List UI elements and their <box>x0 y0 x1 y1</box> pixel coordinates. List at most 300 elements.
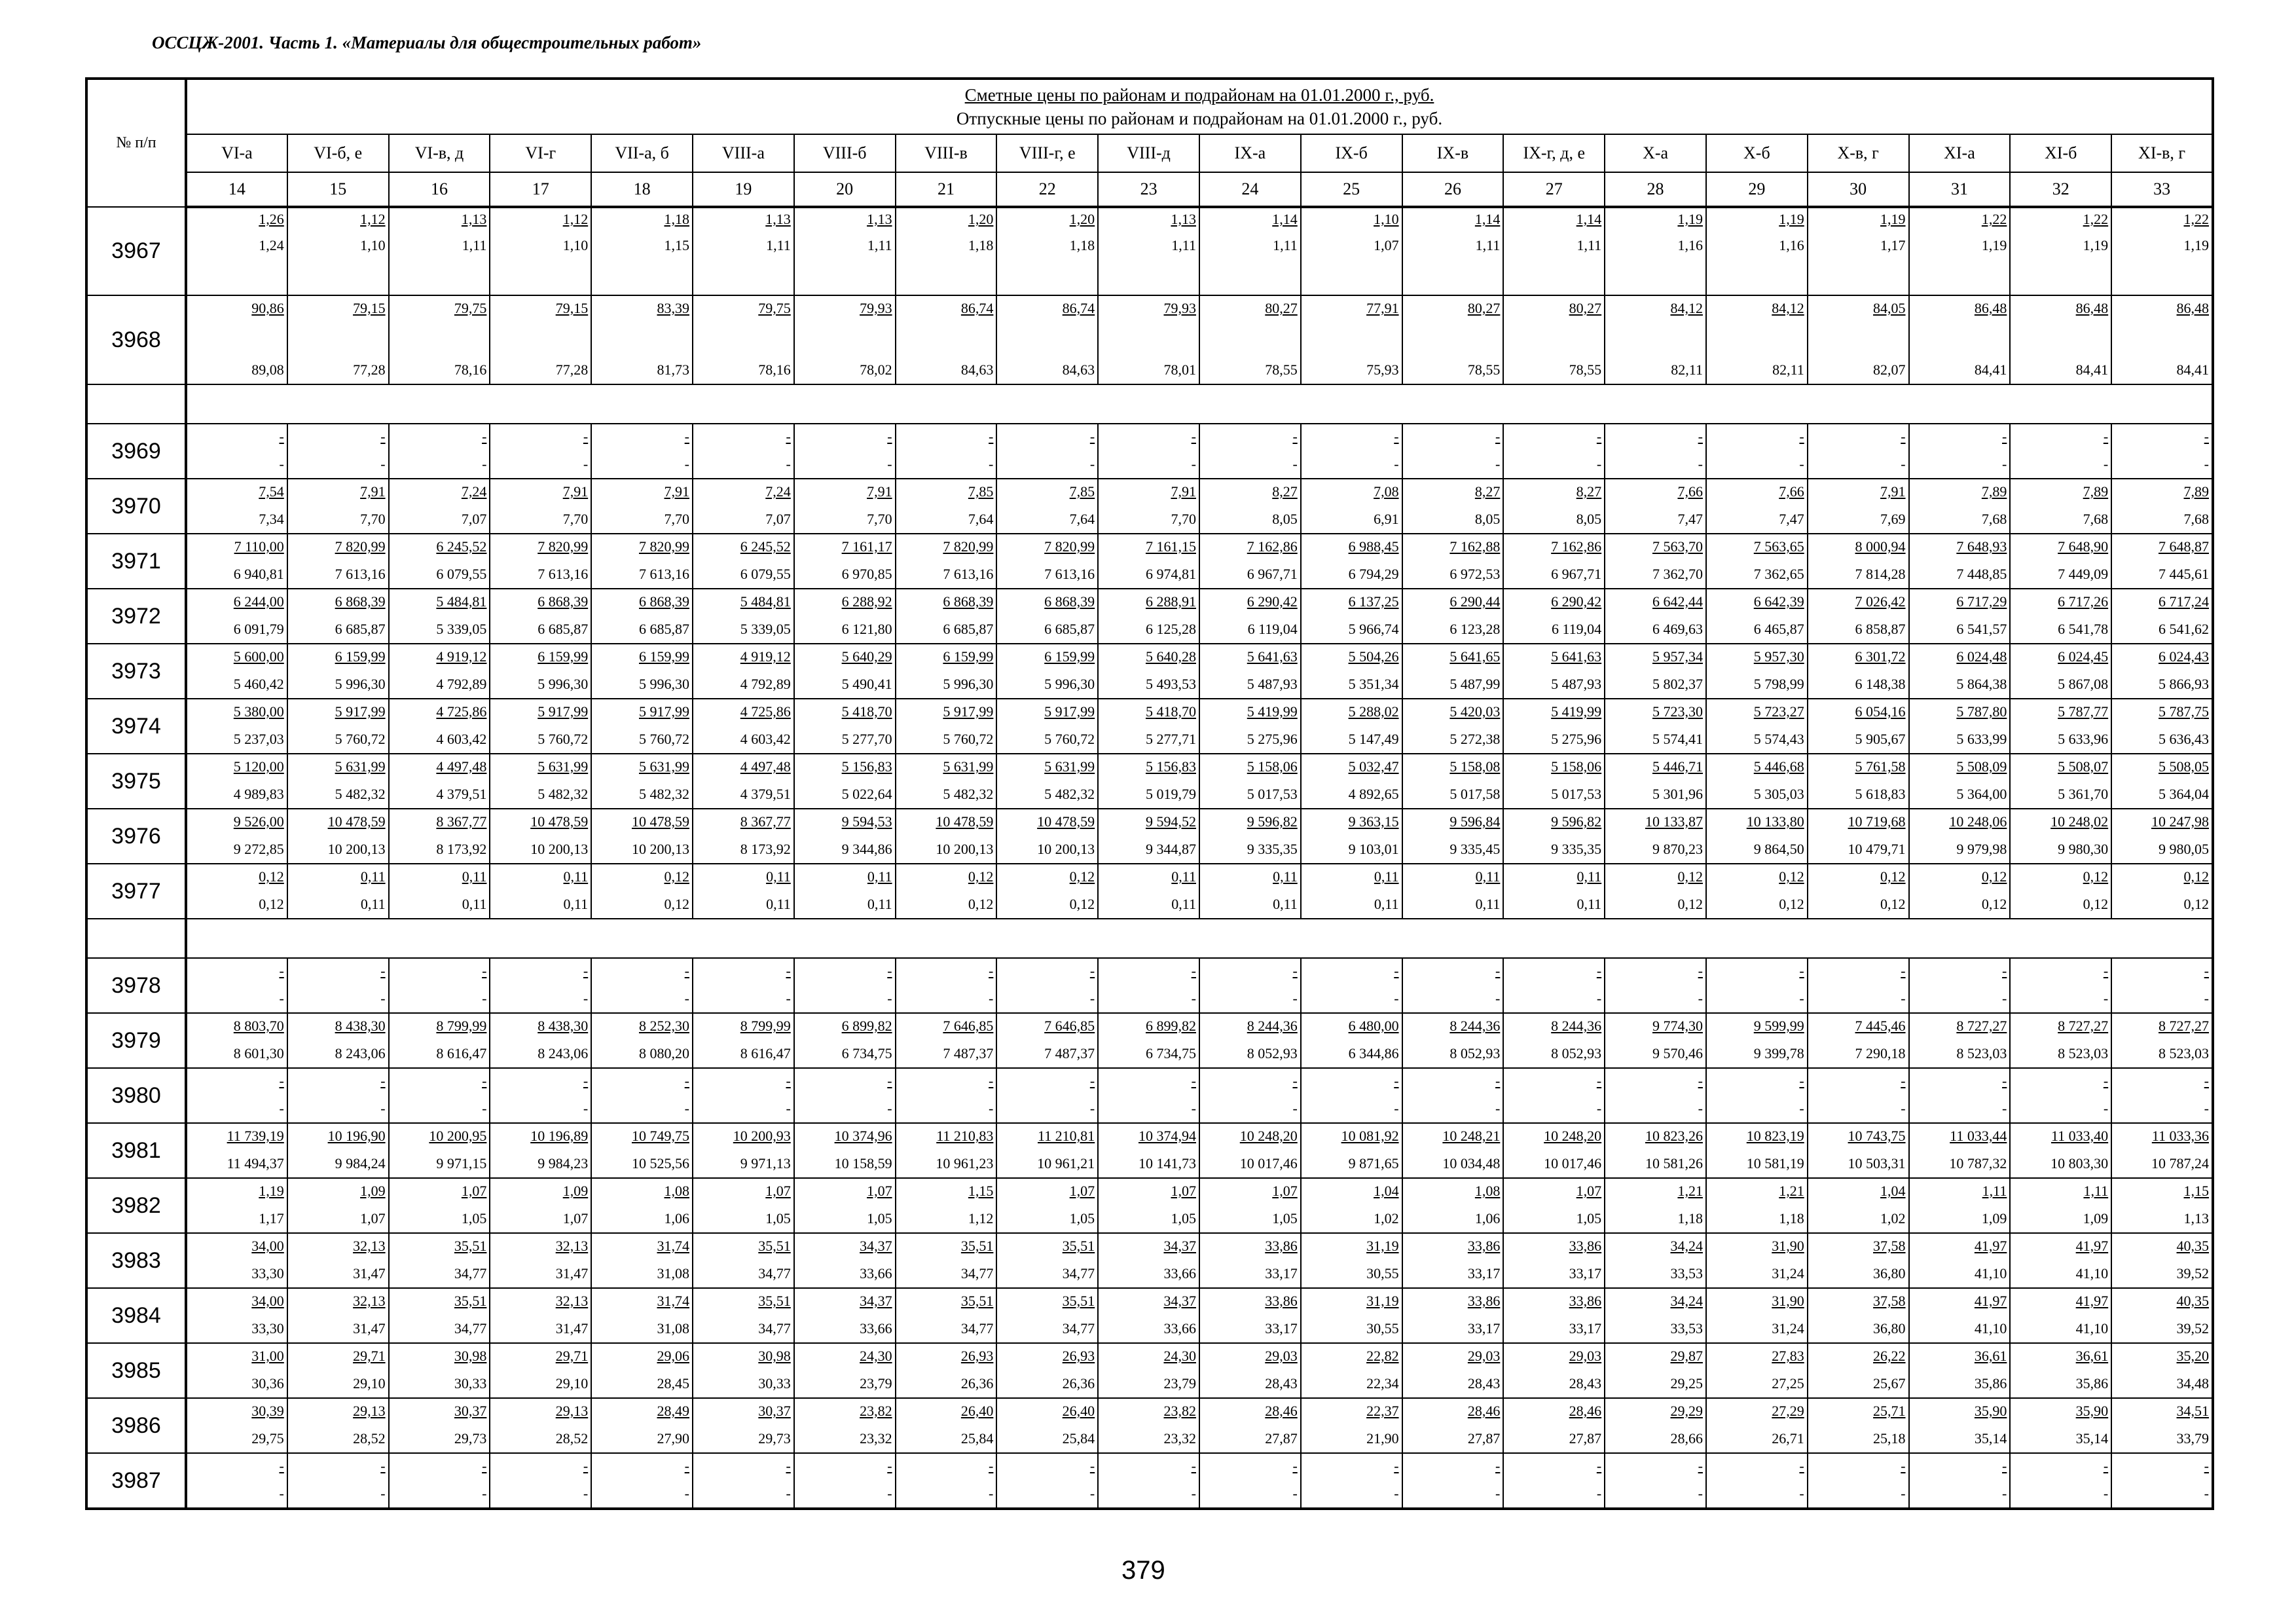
row-number: 3968 <box>86 295 186 384</box>
price-cell <box>996 1343 1098 1398</box>
price-cell <box>591 1453 693 1509</box>
release-price: 29,10 <box>555 1375 589 1392</box>
table-row <box>86 479 2213 534</box>
price-cell <box>1808 1398 1909 1453</box>
release-price: - <box>1191 1100 1196 1116</box>
release-price: 5 996,30 <box>538 676 589 692</box>
release-price: 1,11 <box>462 237 487 253</box>
price-cell <box>2010 1013 2111 1068</box>
release-price: 0,11 <box>462 896 487 912</box>
estimated-price: 4 919,12 <box>436 648 487 665</box>
price-cell <box>896 1123 997 1178</box>
price-cell <box>1706 424 1808 479</box>
estimated-price: 28,49 <box>657 1403 689 1419</box>
release-price: - <box>1089 990 1095 1006</box>
estimated-price: 9 596,82 <box>1247 813 1298 830</box>
release-price: 1,09 <box>2083 1210 2109 1227</box>
estimated-price: 5 723,27 <box>1753 703 1804 720</box>
release-price: - <box>1799 456 1804 472</box>
release-price: - <box>2204 990 2209 1006</box>
estimated-price: 10 719,68 <box>1848 813 1906 830</box>
price-cell <box>591 1343 693 1398</box>
price-cell <box>2010 424 2111 479</box>
region-header: VI-б, е <box>287 134 389 172</box>
estimated-price: 34,37 <box>860 1238 892 1254</box>
release-price: 28,66 <box>1670 1430 1703 1447</box>
price-cell <box>1808 754 1909 809</box>
release-price: 1,06 <box>1474 1210 1501 1227</box>
release-price: 7,64 <box>1069 511 1095 527</box>
section-blank-cell <box>186 384 2213 424</box>
price-cell <box>1808 1068 1909 1123</box>
price-cell <box>287 1068 389 1123</box>
release-price: 6 119,04 <box>1551 621 1602 637</box>
price-cell <box>1706 1123 1808 1178</box>
price-cell <box>287 644 389 699</box>
price-cell <box>896 864 997 919</box>
estimated-price: 6 024,45 <box>2058 648 2109 665</box>
release-price: 5 351,34 <box>1348 676 1399 692</box>
estimated-price: - <box>1191 428 1196 445</box>
release-price: 7,70 <box>664 511 689 527</box>
price-cell <box>1301 1453 1402 1509</box>
release-price: 1,10 <box>360 237 386 253</box>
region-header: VIII-б <box>794 134 896 172</box>
release-price: 9 980,30 <box>2058 841 2109 857</box>
release-price: 5 460,42 <box>233 676 284 692</box>
price-cell <box>1605 699 1706 754</box>
price-cell <box>1098 644 1199 699</box>
price-cell <box>1199 809 1301 864</box>
estimated-price: - <box>887 428 892 445</box>
release-price: - <box>380 1485 386 1502</box>
price-cell <box>591 754 693 809</box>
price-cell <box>896 699 997 754</box>
release-price: 5 636,43 <box>2159 731 2209 747</box>
release-price: - <box>684 1485 689 1502</box>
release-price: 36,80 <box>1873 1265 1906 1282</box>
price-cell <box>186 534 287 589</box>
release-price: 27,87 <box>1265 1430 1298 1447</box>
column-number: 18 <box>591 172 693 207</box>
estimated-price: 9 596,84 <box>1449 813 1501 830</box>
price-cell <box>490 1178 591 1233</box>
release-price: - <box>989 1100 994 1116</box>
price-cell <box>389 1343 490 1398</box>
region-header: X-а <box>1605 134 1706 172</box>
price-cell <box>1808 958 1909 1013</box>
estimated-price: 10 749,75 <box>631 1128 689 1144</box>
table-row <box>86 1453 2213 1509</box>
price-cell <box>2111 644 2213 699</box>
estimated-price: 5 917,99 <box>638 703 689 720</box>
release-price: 10 961,21 <box>1037 1155 1095 1172</box>
price-cell <box>896 1068 997 1123</box>
price-cell <box>591 589 693 644</box>
release-price: 9 980,05 <box>2159 841 2209 857</box>
release-price: 7 290,18 <box>1855 1045 1906 1061</box>
price-cell <box>794 958 896 1013</box>
estimated-price: - <box>1698 1458 1703 1474</box>
row-number: 3974 <box>86 699 186 754</box>
estimated-price: - <box>684 428 689 445</box>
estimated-price: - <box>2103 1073 2109 1089</box>
price-cell <box>1402 1068 1504 1123</box>
estimated-price: 23,82 <box>860 1403 892 1419</box>
price-cell <box>1199 1013 1301 1068</box>
release-price: 5 022,64 <box>841 786 892 802</box>
price-cell <box>1301 699 1402 754</box>
price-cell <box>1909 644 2011 699</box>
price-cell <box>1909 295 2011 384</box>
release-price: 8 243,06 <box>335 1045 386 1061</box>
release-price: 6 970,85 <box>841 566 892 582</box>
release-price: 0,12 <box>1069 896 1095 912</box>
estimated-price: 5 418,70 <box>841 703 892 720</box>
price-cell <box>1909 1013 2011 1068</box>
region-header: VIII-г, е <box>996 134 1098 172</box>
price-cell <box>896 1233 997 1288</box>
price-cell <box>1301 207 1402 295</box>
estimated-price: 37,58 <box>1873 1293 1906 1309</box>
release-price: 82,07 <box>1873 361 1906 378</box>
estimated-price: 37,58 <box>1873 1238 1906 1254</box>
release-price: - <box>380 1100 386 1116</box>
estimated-price: 8 727,27 <box>2159 1018 2209 1034</box>
table-row <box>86 699 2213 754</box>
release-price: 1,05 <box>461 1210 487 1227</box>
estimated-price: 34,37 <box>860 1293 892 1309</box>
release-price: 10 503,31 <box>1848 1155 1906 1172</box>
release-price: 8 052,93 <box>1449 1045 1501 1061</box>
release-price: - <box>1901 990 1906 1006</box>
release-price: - <box>1596 990 1602 1006</box>
estimated-price: 0,11 <box>766 868 791 885</box>
price-cell <box>287 479 389 534</box>
estimated-price: 86,48 <box>2075 300 2109 316</box>
estimated-price: - <box>2204 428 2209 445</box>
estimated-price: 31,00 <box>251 1348 284 1364</box>
release-price: 7,68 <box>1981 511 2007 527</box>
release-price: 10 581,19 <box>1746 1155 1804 1172</box>
estimated-price: 7,91 <box>867 483 892 500</box>
estimated-price: - <box>684 963 689 979</box>
price-cell <box>1098 589 1199 644</box>
estimated-price: 0,11 <box>1273 868 1298 885</box>
row-number: 3979 <box>86 1013 186 1068</box>
release-price: 7,47 <box>1779 511 1804 527</box>
estimated-price: 10 478,59 <box>936 813 994 830</box>
release-price: - <box>1089 456 1095 472</box>
release-price: 0,12 <box>259 896 284 912</box>
price-cell <box>1605 424 1706 479</box>
price-cell <box>2111 1233 2213 1288</box>
release-price: 5 760,72 <box>1044 731 1095 747</box>
price-cell <box>1402 1233 1504 1288</box>
release-price: - <box>887 456 892 472</box>
estimated-price: 10 200,93 <box>733 1128 791 1144</box>
estimated-price: - <box>1292 1073 1298 1089</box>
price-cell <box>490 1288 591 1343</box>
release-price: - <box>2204 456 2209 472</box>
estimated-price: - <box>482 1458 487 1474</box>
release-price: 33,17 <box>1467 1265 1501 1282</box>
price-cell <box>591 864 693 919</box>
row-number: 3983 <box>86 1233 186 1288</box>
release-price: 5 760,72 <box>538 731 589 747</box>
estimated-price: 6 868,39 <box>638 593 689 610</box>
release-price: 0,12 <box>1677 896 1703 912</box>
estimated-price: 1,12 <box>562 211 589 227</box>
release-price: 10 017,46 <box>1544 1155 1602 1172</box>
release-price: - <box>1596 1100 1602 1116</box>
price-cell <box>794 754 896 809</box>
price-cell <box>896 644 997 699</box>
estimated-price: 29,03 <box>1265 1348 1298 1364</box>
release-price: 1,05 <box>1171 1210 1196 1227</box>
estimated-price: 31,74 <box>657 1238 689 1254</box>
price-cell <box>2010 1123 2111 1178</box>
release-price: 84,41 <box>1974 361 2007 378</box>
release-price: 77,28 <box>555 361 589 378</box>
release-price: 28,52 <box>555 1430 589 1447</box>
price-cell <box>794 809 896 864</box>
estimated-price: 10 374,94 <box>1138 1128 1196 1144</box>
price-cell <box>1199 1123 1301 1178</box>
price-cell <box>996 479 1098 534</box>
estimated-price: 6 245,52 <box>436 538 487 555</box>
price-cell <box>1909 864 2011 919</box>
estimated-price: 10 374,96 <box>834 1128 892 1144</box>
release-price: - <box>583 1485 589 1502</box>
price-cell <box>1098 1123 1199 1178</box>
release-price: 25,84 <box>1062 1430 1095 1447</box>
price-cell <box>2111 1288 2213 1343</box>
estimated-price: - <box>380 963 386 979</box>
table-row <box>86 424 2213 479</box>
section-blank-cell <box>86 919 186 958</box>
estimated-price: 28,46 <box>1569 1403 1602 1419</box>
release-price: 7 814,28 <box>1855 566 1906 582</box>
release-price: 5 574,41 <box>1652 731 1703 747</box>
estimated-price: 1,07 <box>1171 1183 1196 1199</box>
release-price: 9 984,24 <box>335 1155 386 1172</box>
release-price: 6 734,75 <box>841 1045 892 1061</box>
price-cell <box>1808 1013 1909 1068</box>
release-price: 78,01 <box>1163 361 1196 378</box>
price-cell <box>2010 1068 2111 1123</box>
release-price: 1,07 <box>360 1210 386 1227</box>
estimated-price: 0,12 <box>1779 868 1804 885</box>
estimated-price: 5 640,28 <box>1145 648 1196 665</box>
estimated-price: 29,29 <box>1670 1403 1703 1419</box>
estimated-price: 6 054,16 <box>1855 703 1906 720</box>
estimated-price: 31,74 <box>657 1293 689 1309</box>
release-price: 9 399,78 <box>1753 1045 1804 1061</box>
price-cell <box>2010 1398 2111 1453</box>
row-number: 3980 <box>86 1068 186 1123</box>
release-price: 8 523,03 <box>2159 1045 2209 1061</box>
estimated-price: 1,08 <box>664 1183 689 1199</box>
release-price: 4 792,89 <box>436 676 487 692</box>
price-cell <box>490 1068 591 1123</box>
price-cell <box>186 1343 287 1398</box>
estimated-price: 1,13 <box>765 211 791 227</box>
price-cell <box>1503 295 1605 384</box>
price-cell <box>1402 1398 1504 1453</box>
release-price: 5 996,30 <box>335 676 386 692</box>
release-price: 33,53 <box>1670 1265 1703 1282</box>
price-cell <box>490 1123 591 1178</box>
price-cell <box>1402 479 1504 534</box>
price-cell <box>996 1068 1098 1123</box>
price-cell <box>186 479 287 534</box>
price-cell <box>389 479 490 534</box>
release-price: 7,70 <box>867 511 892 527</box>
release-price: - <box>1292 1100 1298 1116</box>
price-cell <box>389 644 490 699</box>
estimated-price: 27,29 <box>1772 1403 1804 1419</box>
price-cell <box>1909 534 2011 589</box>
price-cell <box>996 864 1098 919</box>
estimated-price: 4 497,48 <box>740 758 791 775</box>
release-price: 34,77 <box>960 1265 994 1282</box>
price-cell <box>591 207 693 295</box>
price-cell <box>1098 207 1199 295</box>
release-price: 41,10 <box>2075 1265 2109 1282</box>
price-cell <box>1503 1343 1605 1398</box>
estimated-price: - <box>1799 1073 1804 1089</box>
estimated-price: - <box>1596 428 1602 445</box>
release-price: 1,11 <box>1171 237 1196 253</box>
estimated-price: 8 727,27 <box>2058 1018 2109 1034</box>
release-price: 1,18 <box>1779 1210 1804 1227</box>
estimated-price: - <box>2002 428 2007 445</box>
estimated-price: - <box>1191 1073 1196 1089</box>
price-cell <box>1402 1453 1504 1509</box>
estimated-price: 77,91 <box>1366 300 1399 316</box>
price-cell <box>794 1178 896 1233</box>
price-cell <box>693 864 794 919</box>
estimated-price: 8 803,70 <box>233 1018 284 1034</box>
estimated-price: - <box>482 428 487 445</box>
release-price: 5 277,70 <box>841 731 892 747</box>
estimated-price: 11 210,83 <box>936 1128 994 1144</box>
price-cell <box>1909 1398 2011 1453</box>
price-cell <box>1301 1068 1402 1123</box>
estimated-price: 5 158,06 <box>1247 758 1298 775</box>
estimated-price: - <box>786 428 791 445</box>
price-cell <box>2111 1013 2213 1068</box>
release-price: 6 541,78 <box>2058 621 2109 637</box>
price-cell <box>693 958 794 1013</box>
price-cell <box>1909 1178 2011 1233</box>
price-cell <box>490 207 591 295</box>
release-price: 10 200,13 <box>1037 841 1095 857</box>
price-cell <box>591 1068 693 1123</box>
estimated-price: 22,37 <box>1366 1403 1399 1419</box>
price-cell <box>2111 479 2213 534</box>
price-cell <box>1808 207 1909 295</box>
estimated-price: 6 642,39 <box>1753 593 1804 610</box>
estimated-price: 0,12 <box>259 868 284 885</box>
price-cell <box>996 207 1098 295</box>
release-price: 25,18 <box>1873 1430 1906 1447</box>
price-cell <box>1909 1343 2011 1398</box>
price-cell <box>1098 1178 1199 1233</box>
price-cell <box>1301 295 1402 384</box>
price-cell <box>693 809 794 864</box>
estimated-price: - <box>1394 428 1399 445</box>
price-cell <box>490 699 591 754</box>
release-price: 5 482,32 <box>335 786 386 802</box>
estimated-price: 7 648,90 <box>2058 538 2109 555</box>
release-price: 30,55 <box>1366 1265 1399 1282</box>
table-row <box>86 1013 2213 1068</box>
estimated-price: 29,87 <box>1670 1348 1703 1364</box>
price-cell <box>2111 754 2213 809</box>
release-price: 1,18 <box>968 237 994 253</box>
release-price: - <box>1394 1100 1399 1116</box>
estimated-price: 9 596,82 <box>1551 813 1602 830</box>
release-price: 27,87 <box>1467 1430 1501 1447</box>
release-price: - <box>684 990 689 1006</box>
price-cell <box>1909 479 2011 534</box>
price-cell <box>1199 1288 1301 1343</box>
release-price: 27,90 <box>657 1430 689 1447</box>
estimated-price: 6 642,44 <box>1652 593 1703 610</box>
estimated-price: 0,12 <box>1880 868 1906 885</box>
column-number: 19 <box>693 172 794 207</box>
release-price: 6 685,87 <box>943 621 994 637</box>
release-price: 5 487,99 <box>1449 676 1501 692</box>
release-price: 1,16 <box>1779 237 1804 253</box>
release-price: - <box>1292 456 1298 472</box>
estimated-price: 0,11 <box>1374 868 1399 885</box>
row-number: 3971 <box>86 534 186 589</box>
estimated-price: 33,86 <box>1569 1293 1602 1309</box>
price-cell <box>1909 809 2011 864</box>
price-cell <box>896 1398 997 1453</box>
estimated-price: 1,19 <box>1880 211 1906 227</box>
price-cell <box>591 479 693 534</box>
estimated-price: - <box>1698 428 1703 445</box>
price-cell <box>1706 1343 1808 1398</box>
estimated-price: 5 508,09 <box>1956 758 2007 775</box>
price-cell <box>1503 864 1605 919</box>
table-row <box>86 1178 2213 1233</box>
column-number: 29 <box>1706 172 1808 207</box>
release-price: 23,79 <box>1163 1375 1196 1392</box>
price-cell <box>693 479 794 534</box>
estimated-price: 29,06 <box>657 1348 689 1364</box>
release-price: 5 364,00 <box>1956 786 2007 802</box>
column-number: 32 <box>2010 172 2111 207</box>
release-price: 23,32 <box>860 1430 892 1447</box>
price-cell <box>186 1233 287 1288</box>
release-price: 1,18 <box>1677 1210 1703 1227</box>
estimated-price: 79,75 <box>758 300 791 316</box>
estimated-price: 7 648,87 <box>2159 538 2209 555</box>
price-cell <box>1909 589 2011 644</box>
price-cell <box>2111 1178 2213 1233</box>
estimated-price: 7,66 <box>1677 483 1703 500</box>
price-cell <box>1402 1343 1504 1398</box>
row-number: 3981 <box>86 1123 186 1178</box>
price-cell <box>1605 1013 1706 1068</box>
estimated-price: - <box>2002 1073 2007 1089</box>
price-cell <box>896 479 997 534</box>
